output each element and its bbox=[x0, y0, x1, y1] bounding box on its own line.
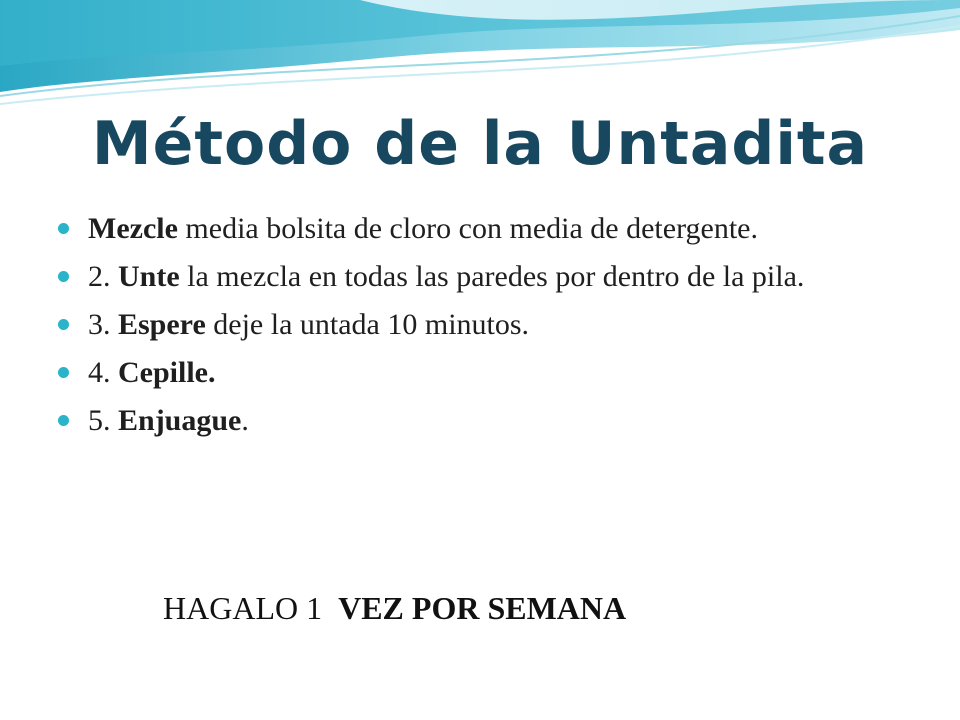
bullet-text: media bolsita de cloro con media de detergente. bbox=[177, 212, 758, 245]
bullet-prefix: 2. bbox=[88, 260, 118, 293]
bullet-icon bbox=[58, 367, 69, 378]
bullet-prefix: 5. bbox=[88, 404, 118, 437]
bullet-icon bbox=[58, 319, 69, 330]
bullet-keyword: Cepille. bbox=[118, 356, 216, 389]
bullet-text: . bbox=[241, 404, 249, 437]
bullet-item bbox=[58, 400, 918, 441]
bullet-text: la mezcla en todas las paredes por dentro de la pila. bbox=[179, 260, 805, 293]
bullet-icon bbox=[58, 415, 69, 426]
slide-title: Método de la Untadita bbox=[91, 109, 869, 179]
bullet-item bbox=[58, 256, 918, 297]
bullet-icon bbox=[58, 271, 69, 282]
bullet-prefix: 4. bbox=[88, 356, 118, 389]
bullet-icon bbox=[58, 223, 69, 234]
note-plain: HAGALO 1 bbox=[163, 590, 339, 626]
bullet-item bbox=[58, 352, 918, 393]
bullet-text: deje la untada 10 minutos. bbox=[205, 308, 530, 341]
bullet-item bbox=[58, 208, 918, 249]
note-bold: VEZ POR SEMANA bbox=[338, 590, 627, 626]
bullet-item bbox=[58, 304, 918, 345]
bullet-keyword: Unte bbox=[118, 260, 180, 293]
bullet-keyword: Espere bbox=[118, 308, 206, 341]
bullet-keyword: Enjuague bbox=[118, 404, 242, 437]
decorative-wave-header bbox=[0, 0, 960, 120]
bullet-list bbox=[58, 208, 918, 448]
frequency-note bbox=[163, 590, 626, 627]
bullet-prefix: 3. bbox=[88, 308, 118, 341]
bullet-keyword: Mezcle bbox=[88, 212, 178, 245]
